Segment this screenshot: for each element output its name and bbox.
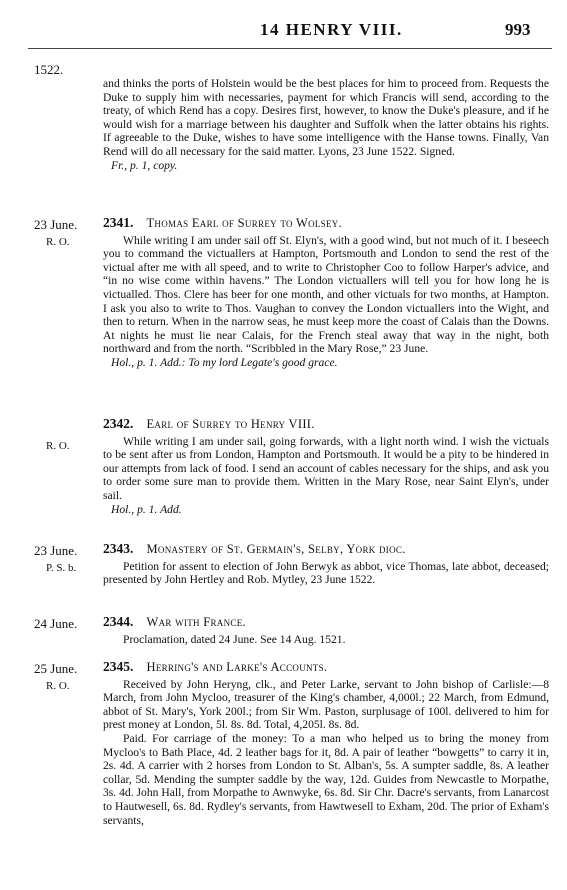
margin-year: 1522.: [34, 62, 64, 77]
entry-text: While writing I am under sail off St. Elyn's, with a good wind, but not much of it. I beseech you to command the victuallers at Hampton, Portsmouth and London to send the rest of the victual after me with all speed, and to write to Christopher Coo to follow Harper's advice, and “in no wise come within havens.” The London victuallers will tell you for how long he is victualled. Thos. Clere has beer for one month, and other victuals for two months, at Hampton. I ask you also to write to Thos. Vaughan to convey the London victuallers into the Wight, and then to return. When in the narrow seas, he must keep more the coast of Calais than the Downs. At nights he must lie near Calais, for the French steal away that way in the night, both northward and from the north. “Scribbled in the Mary Rose,” 23 June.: [103, 233, 549, 356]
running-header: [0, 20, 567, 44]
entry-note: Hol., p. 1. Add.: [111, 502, 182, 516]
entry-note: Hol., p. 1. Add.: To my lord Legate's good grace.: [111, 355, 338, 369]
entry-text: While writing I am under sail, going forwards, with a light north wind. I wish the victuals to be sent after us from London, Hampton and Portsmouth. It would be a pity to be hindered in our attempts from lack of food. I send an account of cables necessary for the ships, and ask you to order some sure man to provide them. Written in the Mary Rose, near Saint Elyn's, under sail.: [103, 434, 549, 502]
entry-heading: [103, 542, 549, 557]
entry-2341: [103, 216, 549, 370]
entry-text: Petition for assent to election of John Berwyk as abbot, vice Thomas, late abbot, deceased; presented by John Hertley and Rob. Mytley, 23 June 1522.: [103, 559, 549, 587]
entry-number: 2343.: [103, 541, 134, 556]
margin-2341: 23 June. R. O.: [34, 217, 78, 248]
entry-title: Thomas Earl of Surrey to Wolsey.: [146, 216, 342, 230]
header-rule: [28, 48, 552, 49]
entry-number: 2345.: [103, 659, 134, 674]
entry-title: Herring's and Larke's Accounts.: [146, 660, 328, 674]
entry-2344: [103, 615, 549, 646]
intro-text: and thinks the ports of Holstein would be the best places for him to proceed from. Requests the Duke to supply him with necessaries, payment for which Francis will send, according to the treaty, of which Rend has a copy. Desires first, however, to know the Duke's pleasure, and if he would wish for a marriage between his daughter and Suffolk when the latter obtains his rights. If agreeable to the Duke, wishes to have some intelligence with the Hanse towns. Finally, Van Rend will do all necessary for the said matter. Lyons, 23 June 1522. Signed.: [103, 77, 549, 158]
entry-2343: [103, 542, 549, 587]
entry-text-continued: Paid. For carriage of the money: To a man who helped us to bring the money from Mycloo's to Bath Place, 4d. 2 leather bags for it, 8d. A pair of leather “bowgetts” to carry it in, 2s. 4d. A carrier with 2 horses from London to St. Alban's, 5s. A sumpter saddle, 8s. A leather collar, 5d. Mending the sumpter saddle by the way, 12d. Guides from Newcastle to Morpathe, 3s. 4d. John Hall, from Morpathe to Awnwyke, 6s. 8d. Sir Chr. Dacre's servants, from Lanarcost to Hautwesell, 6s. 8d. Rydley's servants, from Hawtwesell to Exham, 20d. The prior of Exham's servants,: [103, 731, 549, 827]
entry-title: War with France.: [146, 615, 246, 629]
entry-title: Monastery of St. Germain's, Selby, York dioc.: [146, 542, 406, 556]
margin-2343: 23 June. P. S. b.: [34, 543, 78, 574]
running-title: 14 HENRY VIII.: [260, 20, 403, 39]
entry-heading: [103, 216, 549, 231]
margin-2342: R. O.: [46, 440, 70, 452]
entry-number: 2341.: [103, 215, 134, 230]
intro-note: Fr., p. 1, copy.: [111, 158, 178, 172]
entry-2342: [103, 417, 549, 516]
intro-block: [103, 77, 549, 172]
entry-heading: [103, 660, 549, 675]
entry-number: 2344.: [103, 614, 134, 629]
entry-heading: [103, 417, 549, 432]
entry-number: 2342.: [103, 416, 134, 431]
entry-2345: [103, 660, 549, 827]
entry-text: Proclamation, dated 24 June. See 14 Aug. 1521.: [123, 632, 346, 646]
margin-2345: 25 June. R. O.: [34, 661, 78, 692]
entry-title: Earl of Surrey to Henry VIII.: [146, 417, 315, 431]
entry-heading: [103, 615, 549, 630]
entry-text: Received by John Heryng, clk., and Peter Larke, servant to John bishop of Carlisle:—8 March, from John Mycloo, treasurer of the King's chamber, 4,000l.; 22 March, from Edmund, abbot of St. Mary's, York 200l.; from Sir Wm. Paston, surplusage of 100l. delivered to him for prest money at London, 5l. 8s. 8d. Total, 4,205l. 8s. 8d.: [103, 677, 549, 732]
page-number: 993: [505, 20, 531, 39]
margin-2344: 24 June.: [34, 616, 78, 631]
